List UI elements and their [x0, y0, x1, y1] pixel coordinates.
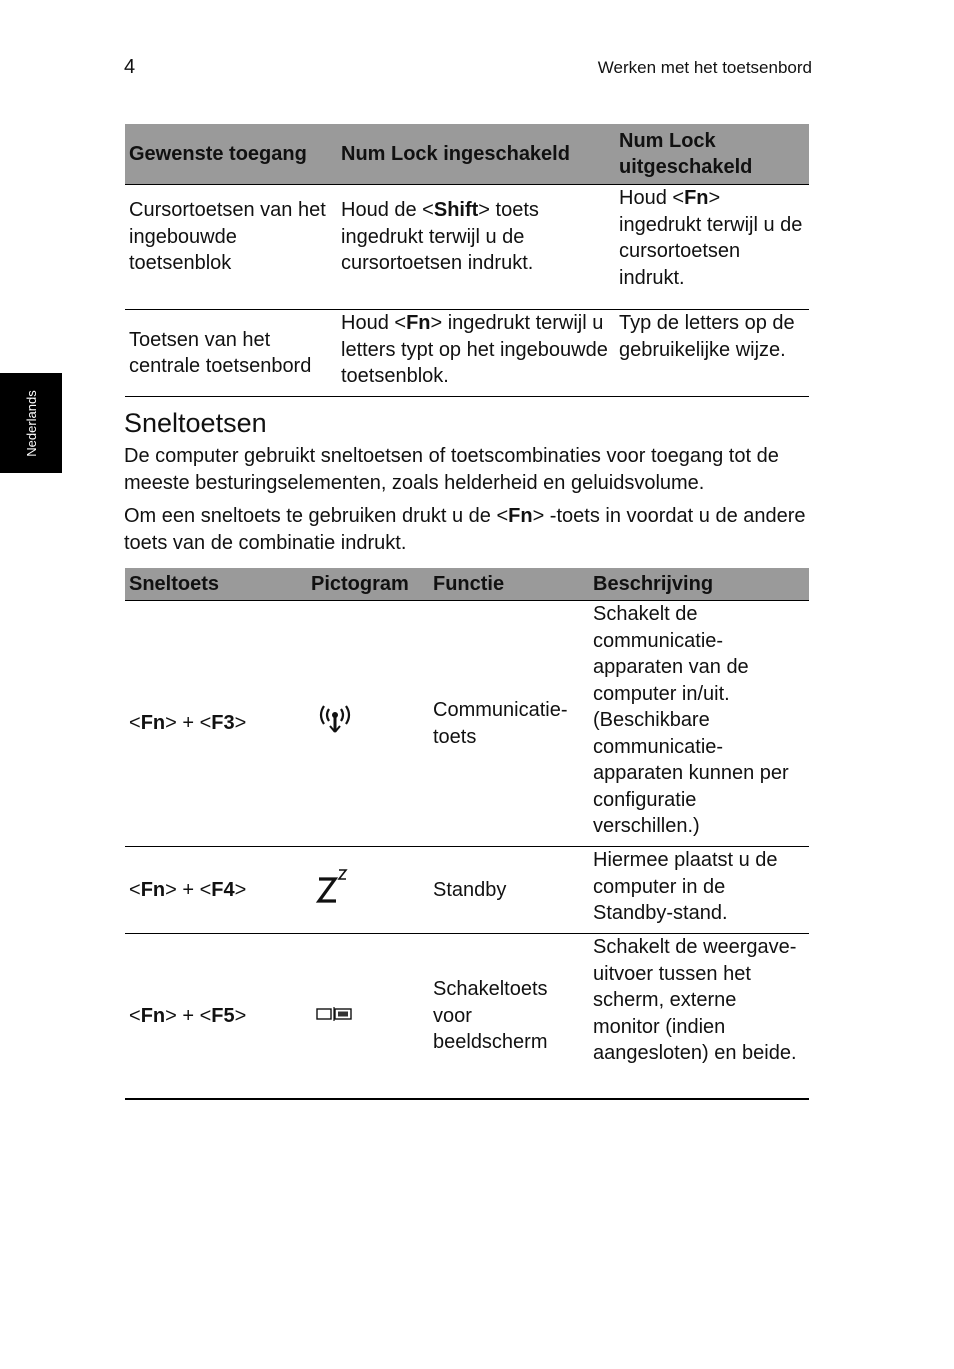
header-cell: Pictogram — [307, 568, 429, 601]
numlock-table — [125, 124, 809, 397]
hotkey-table-header — [125, 568, 809, 601]
table-row — [125, 847, 809, 934]
numlock-table-header — [125, 124, 809, 185]
running-header: Werken met het toetsenbord — [597, 58, 812, 77]
page-number: 4 — [124, 56, 136, 78]
hotkey-cell: <Fn> + <F5> — [125, 934, 307, 1100]
key-name: Fn — [508, 505, 533, 527]
intro-paragraph: De computer gebruikt sneltoetsen of toetscombinaties voor toegang tot de meeste besturingselementen, zoals helderheid en geluidsvolume. — [124, 445, 779, 494]
wireless-icon — [315, 705, 355, 743]
function-cell: Standby — [429, 847, 589, 934]
header-cell: Num Lock uitgeschakeld — [615, 124, 809, 185]
numlock-off-cell: Houd <Fn> ingedrukt terwijl u de cursortoetsen indrukt. — [615, 185, 809, 310]
key-name: Fn — [684, 187, 709, 209]
hotkey-cell: <Fn> + <F4> — [125, 847, 307, 934]
numlock-on-cell: Houd de <Shift> toets ingedrukt terwijl u de cursortoetsen indrukt. — [337, 185, 615, 310]
sleep-icon — [315, 867, 351, 913]
icon-cell — [307, 847, 429, 934]
icon-cell — [307, 934, 429, 1100]
section-title: Sneltoetsen — [124, 408, 267, 438]
table-row — [125, 601, 809, 847]
language-side-tab — [0, 373, 62, 473]
table-row — [125, 934, 809, 1100]
access-cell: Cursortoetsen van het ingebouwde toetsenblok — [125, 185, 337, 310]
table-row — [125, 185, 809, 310]
description-cell: Hiermee plaatst u de computer in de Standby-stand. — [589, 847, 809, 934]
key-name: Fn — [406, 312, 431, 334]
key-name: Shift — [433, 199, 479, 221]
header-cell: Sneltoets — [125, 568, 307, 601]
numlock-on-cell: Houd <Fn> ingedrukt terwijl u letters typt op het ingebouwde toetsenblok. — [337, 310, 615, 397]
access-cell: Toetsen van het centrale toetsenbord — [125, 310, 337, 397]
usage-paragraph: Om een sneltoets te gebruiken drukt u de <Fn> -toets in voordat u de andere toets van de combinatie indrukt. — [124, 505, 806, 554]
description-cell: Schakelt de weergave-uitvoer tussen het scherm, externe monitor (indien aangesloten) en beide. — [589, 934, 809, 1100]
header-cell: Functie — [429, 568, 589, 601]
display-switch-icon — [315, 1003, 355, 1030]
hotkey-cell: <Fn> + <F3> — [125, 601, 307, 847]
hotkey-table — [125, 568, 809, 1100]
function-cell: Schakeltoets voor beeldscherm — [429, 934, 589, 1100]
numlock-off-cell: Typ de letters op de gebruikelijke wijze. — [615, 310, 809, 397]
header-cell: Num Lock ingeschakeld — [337, 124, 615, 185]
description-cell: Schakelt de communicatie-apparaten van de computer in/uit. (Beschikbare communicatie-apparaten kunnen per configuratie verschillen.) — [589, 601, 809, 847]
header-cell: Gewenste toegang — [125, 124, 337, 185]
header-cell: Beschrijving — [589, 568, 809, 601]
table-row — [125, 310, 809, 397]
language-label: Nederlands — [23, 389, 39, 457]
icon-cell — [307, 601, 429, 847]
function-cell: Communicatie-toets — [429, 601, 589, 847]
